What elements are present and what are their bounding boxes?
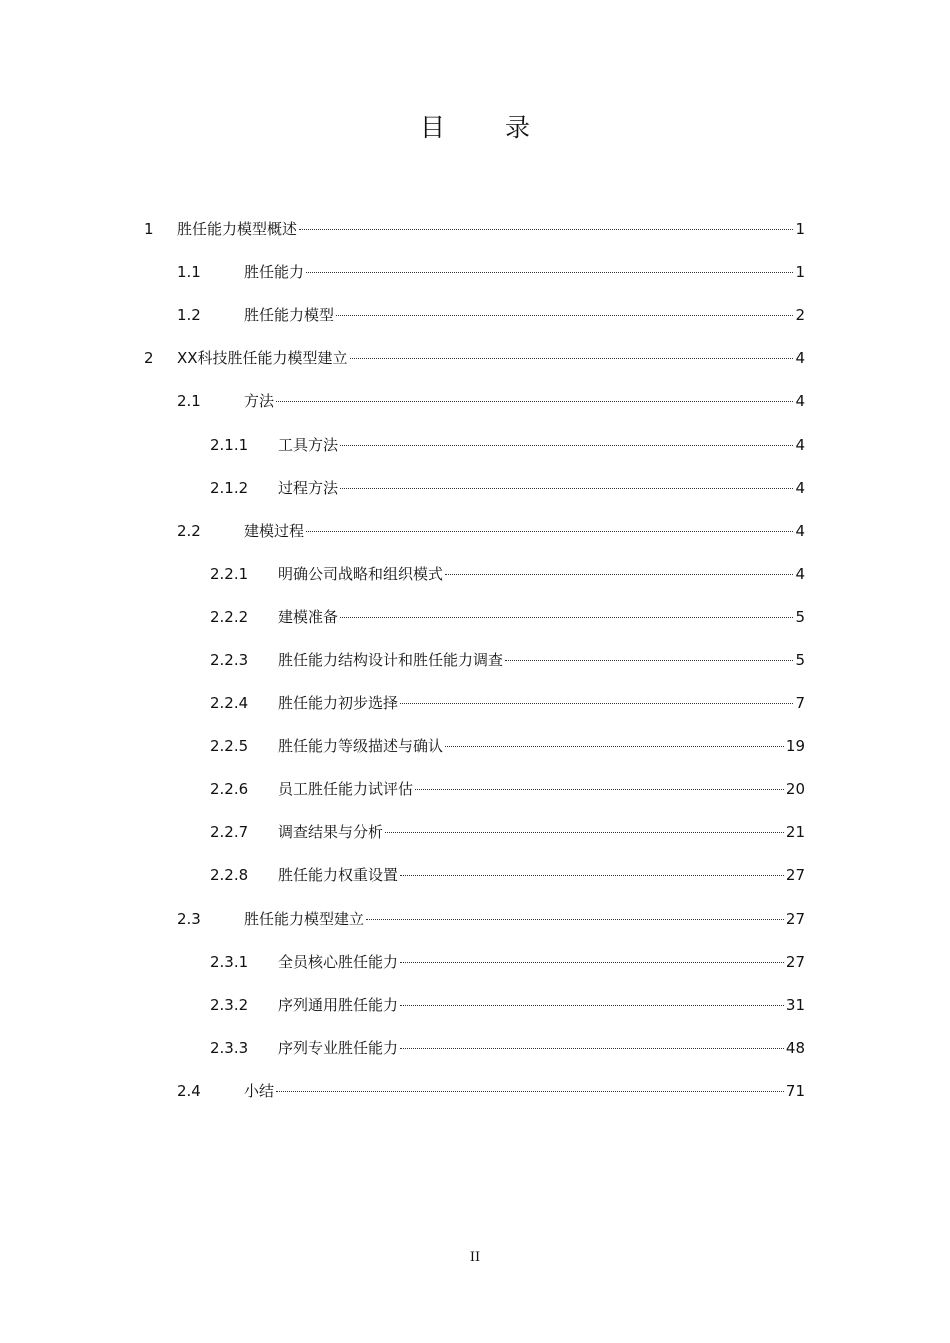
toc-entry-line [244,510,805,553]
toc-entry[interactable] [0,294,950,337]
toc-entry-page: 27 [785,866,805,885]
toc-title: 目 录 [420,113,556,142]
toc-entry-line [244,898,805,941]
toc-entry[interactable] [0,251,950,294]
toc-entry[interactable] [0,725,950,768]
toc-entry[interactable] [0,854,950,897]
toc-entry-page: 4 [795,392,805,411]
toc-entry-number: 2.4 [177,1081,201,1100]
toc-entry[interactable] [0,639,950,682]
toc-entry-page: 21 [785,823,805,842]
toc-entry[interactable] [0,682,950,725]
toc-entry[interactable] [0,208,950,251]
toc-entry-page: 4 [795,478,805,497]
toc-entry-label: 方法 [244,392,275,411]
toc-entry-number: 2.2.8 [210,866,249,885]
toc-entry-line [278,424,805,467]
toc-entry-label: 胜任能力初步选择 [278,694,399,713]
toc-entry[interactable] [0,1070,950,1113]
toc-entry-page: 31 [785,995,805,1014]
toc-entry-line [278,768,805,811]
toc-entry-label: 调查结果与分析 [278,823,384,842]
toc-entry-line [278,725,805,768]
toc-dot-leader [400,703,793,704]
toc-dot-leader [276,1091,784,1092]
toc-entry-number: 2.2.2 [210,607,249,626]
toc-entry-line [278,984,805,1027]
toc-entry-page: 19 [785,737,805,756]
toc-entry[interactable] [0,423,950,466]
toc-entry-label: 建模过程 [244,521,305,540]
toc-entry-number: 2.2.3 [210,650,249,669]
toc-entry-line [244,251,805,294]
toc-dot-leader [366,919,784,920]
toc-entry[interactable] [0,811,950,854]
toc-entry-number: 2.1.1 [210,435,249,454]
toc-entry-label: 小结 [244,1081,275,1100]
toc-entry[interactable] [0,941,950,984]
toc-entry-line [278,854,805,897]
toc-entry-number: 2.2.5 [210,737,249,756]
toc-entry-label: 胜任能力 [244,263,305,282]
toc-entry-label: 明确公司战略和组织模式 [278,564,444,583]
toc-entry-page: 4 [795,349,805,368]
toc-entry-page: 2 [795,306,805,325]
toc-entry-line [278,941,805,984]
toc-entry-number: 2.2.7 [210,823,249,842]
toc-entry-line [177,208,805,251]
toc-entry-line [177,337,805,380]
toc-dot-leader [350,358,794,359]
toc-entry-page: 20 [785,780,805,799]
toc-dot-leader [299,229,793,230]
toc-entry-line [278,553,805,596]
toc-entry-label: 全员核心胜任能力 [278,952,399,971]
toc-entry-label: 胜任能力权重设置 [278,866,399,885]
toc-entry-line [244,380,805,423]
toc-entry-label: 胜任能力模型概述 [177,220,298,239]
toc-entry-number: 1.1 [177,263,201,282]
toc-entry-label: 过程方法 [278,478,339,497]
toc-dot-leader [400,875,784,876]
toc-dot-leader [306,272,793,273]
toc-entry-page: 48 [785,1038,805,1057]
toc-entry-line [278,467,805,510]
toc-entry-page: 7 [795,694,805,713]
toc-entry-number: 1.2 [177,306,201,325]
toc-entry-page: 27 [785,952,805,971]
toc-entry-page: 1 [795,263,805,282]
toc-entry-page: 71 [785,1081,805,1100]
toc-entry-number: 2.2.1 [210,564,249,583]
toc-entry-number: 2.3.1 [210,952,249,971]
toc-dot-leader [340,617,793,618]
toc-entry[interactable] [0,596,950,639]
toc-entry-number: 2.2 [177,521,201,540]
toc-entry-label: 胜任能力等级描述与确认 [278,737,444,756]
toc-entry-number: 2 [144,349,154,368]
toc-entry[interactable] [0,380,950,423]
toc-entry-number: 2.2.4 [210,694,249,713]
toc-dot-leader [505,660,793,661]
toc-dot-leader [336,315,793,316]
toc-entry-label: 序列通用胜任能力 [278,995,399,1014]
toc-dot-leader [415,789,784,790]
toc-entry-page: 5 [795,607,805,626]
toc-entry-number: 2.1 [177,392,201,411]
toc-entry[interactable] [0,984,950,1027]
toc-dot-leader [445,746,784,747]
toc-entry-label: XX科技胜任能力模型建立 [177,349,348,368]
toc-entry-page: 1 [795,220,805,239]
toc-entry-label: 胜任能力结构设计和胜任能力调查 [278,650,504,669]
toc-entry[interactable] [0,1027,950,1070]
toc-dot-leader [400,962,784,963]
toc-dot-leader [400,1005,784,1006]
toc-entry[interactable] [0,337,950,380]
toc-entry-line [244,294,805,337]
toc-entry-line [278,639,805,682]
toc-entry-page: 4 [795,521,805,540]
toc-entry-page: 27 [785,909,805,928]
toc-entry-label: 建模准备 [278,607,339,626]
toc-entry-number: 2.3 [177,909,201,928]
toc-entry-label: 胜任能力模型 [244,306,335,325]
toc-entry-line [278,682,805,725]
toc-entry-number: 1 [144,220,154,239]
toc-entry-line [278,811,805,854]
toc-dot-leader [445,574,793,575]
toc-dot-leader [385,832,784,833]
toc-dot-leader [400,1048,784,1049]
toc-entry-label: 工具方法 [278,435,339,454]
toc-entry-number: 2.2.6 [210,780,249,799]
table-of-contents [0,208,950,1113]
toc-entry[interactable] [0,768,950,811]
toc-entry-label: 胜任能力模型建立 [244,909,365,928]
toc-entry-line [244,1070,805,1113]
toc-dot-leader [306,531,793,532]
toc-entry-line [278,1027,805,1070]
toc-entry-label: 序列专业胜任能力 [278,1038,399,1057]
toc-dot-leader [340,445,793,446]
toc-entry-page: 5 [795,650,805,669]
toc-entry-label: 员工胜任能力试评估 [278,780,414,799]
toc-entry-page: 4 [795,435,805,454]
toc-entry[interactable] [0,898,950,941]
page-number: II [469,1250,481,1265]
toc-entry-number: 2.3.2 [210,995,249,1014]
toc-entry-page: 4 [795,564,805,583]
toc-entry-line [278,596,805,639]
toc-entry[interactable] [0,467,950,510]
toc-entry[interactable] [0,553,950,596]
toc-entry[interactable] [0,510,950,553]
toc-dot-leader [340,488,793,489]
toc-entry-number: 2.1.2 [210,478,249,497]
toc-dot-leader [276,401,793,402]
toc-entry-number: 2.3.3 [210,1038,249,1057]
